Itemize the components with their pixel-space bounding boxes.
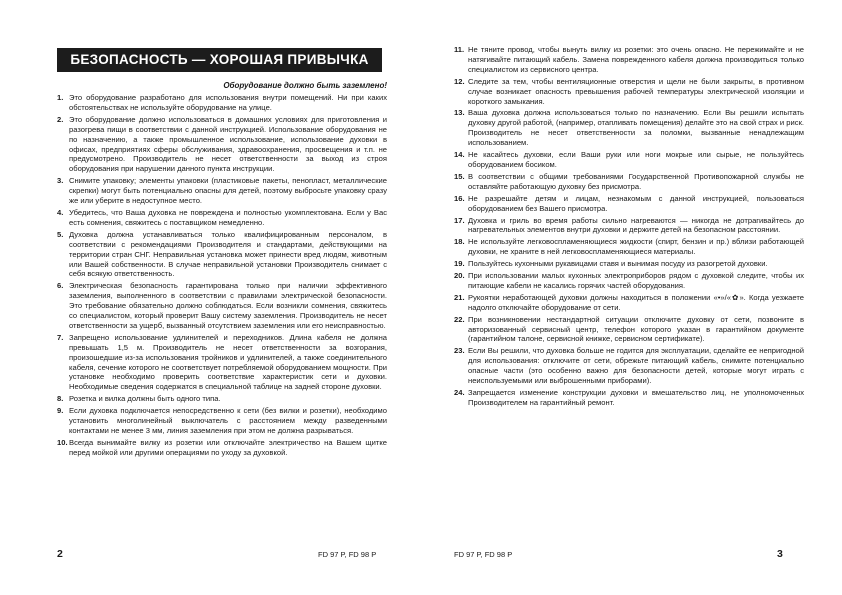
footer-model: FD 97 P, FD 98 P [318, 550, 377, 559]
item-text: Пользуйтесь кухонными рукавицами ставя и вынимая посуду из разогретой духовки. [468, 259, 768, 269]
item-number: 17. [454, 215, 465, 225]
safety-item [454, 216, 804, 236]
safety-item [57, 176, 387, 206]
item-number: 18. [454, 237, 465, 247]
item-text: Духовка должна устанавливаться только квалифицированным персоналом, в соответствии с рекомендациями Производителя и стандартами, действующими на территории стран СНГ. Неправильная установка может принести вред людям, животным или Вашей собственности. В случае неправильной установки Производитель снимает с себя всякую ответственность. [69, 229, 387, 279]
safety-item [454, 150, 804, 170]
safety-item [57, 333, 387, 392]
item-text: При возникновении нестандартной ситуации отключите духовку от сети, позвоните в авторизованный сервисный центр, телефон которого указан в гарантийном документе (гарантийном талоне, сервисной книжке, сервисном сертификате). [468, 314, 804, 344]
safety-item [57, 93, 387, 113]
item-number: 11. [454, 45, 465, 54]
safety-item [57, 438, 387, 458]
item-text: Запрещается изменение конструкции духовки и вмешательство лиц, не уполномоченных Производителем на гарантийный ремонт. [468, 388, 804, 407]
item-number: 22. [454, 314, 465, 324]
item-number: 6. [57, 281, 64, 291]
item-number: 4. [57, 207, 64, 217]
grounding-warning: Оборудование должно быть заземлено! [223, 81, 387, 90]
item-number: 12. [454, 76, 465, 86]
safety-item [57, 230, 387, 280]
safety-item [454, 259, 804, 269]
item-number: 15. [454, 171, 465, 181]
item-text: Духовка и гриль во время работы сильно нагреваются — никогда не дотрагивайтесь до нагревательных элементов внутри духовки и держите детей на безопасном расстоянии. [468, 215, 804, 235]
safety-item [454, 77, 804, 107]
item-number: 1. [57, 93, 64, 102]
safety-item [454, 108, 804, 148]
right-page [421, 0, 842, 595]
item-text: Не разрешайте детям и лицам, незнакомым с данной инструкцией, пользоваться оборудованием без Вашего присмотра. [468, 193, 804, 213]
item-text: В соответствии с общими требованиями Государственной Противопожарной службы не оставляйте работающую духовку без присмотра. [468, 171, 804, 191]
item-text: Это оборудование разработано для использования внутри помещений. Ни при каких обстоятельствах не используйте оборудование на улице. [69, 93, 387, 112]
item-text: Следите за тем, чтобы вентиляционные отверстия и щели не были закрыты, в противном случае возникает опасность превышения рабочей температуры электрической изоляции и короткого замыкания. [468, 76, 804, 106]
safety-item [454, 271, 804, 291]
safety-list-left [57, 93, 387, 460]
safety-item [57, 281, 387, 331]
item-number: 14. [454, 150, 465, 160]
safety-item [57, 394, 387, 404]
safety-item [454, 388, 804, 408]
item-text: Всегда вынимайте вилку из розетки или отключайте электричество на Вашем щитке перед мойкой или другими операциями по уходу за духовкой. [69, 437, 387, 457]
item-text: Это оборудование должно использоваться в домашних условиях для приготовления и разогрева пищи в соответствии с данной инструкцией. Использование оборудования не по назначению, а также промышленное использование, использование духовки в офисах, предприятиях сферы обслуживания, здравоохранения, просвещения и т.п. не предусмотрено. Производитель не несет ответственности за выход из строя оборудования при нарушении данного пункта инструкции. [69, 114, 387, 174]
item-number: 13. [454, 108, 465, 118]
item-number: 16. [454, 193, 465, 203]
section-title: БЕЗОПАСНОСТЬ — ХОРОШАЯ ПРИВЫЧКА [57, 48, 382, 72]
safety-item [57, 115, 387, 174]
item-text: Не тяните провод, чтобы вынуть вилку из розетки: это очень опасно. Не пережимайте и не натягивайте питающий кабель. Замена поврежденного кабеля должна производиться только специалистом из сервисного центра. [468, 45, 804, 74]
safety-item [454, 172, 804, 192]
item-text: Запрещено использование удлинителей и переходников. Длина кабеля не должна превышать 1,5 м. Производитель не несет ответственности за возгорания, произошедшие из-за использования тройников и удлинителей, а также соединительного кабеля, сечение которого не соответствует потребляемой оборудованием мощности. При установке необходимо проверить соответствие характеристик сети и духовки. Необходимые сведения содержатся в специальной таблице на задней стороне духовки. [69, 332, 387, 392]
item-number: 8. [57, 394, 64, 404]
item-text: Розетка и вилка должны быть одного типа. [69, 394, 221, 404]
item-text: При использовании малых кухонных электроприборов рядом с духовкой следите, чтобы их питающие кабели не касались горячих частей оборудования. [468, 271, 804, 290]
item-text: Снимите упаковку; элементы упаковки (пластиковые пакеты, пенопласт, металлические скрепки) могут быть потенциально опасны для детей, поэтому выбросьте упаковку сразу же или уберите в недоступное место. [69, 176, 387, 206]
page-number: 3 [777, 548, 783, 560]
item-number: 24. [454, 388, 465, 397]
item-number: 2. [57, 114, 64, 124]
item-number: 7. [57, 332, 64, 342]
item-number: 19. [454, 259, 465, 269]
item-number: 20. [454, 271, 465, 281]
item-text: Если Вы решили, что духовка больше не годится для эксплуатации, сделайте ее непригодной для использования: отключите от сети, обрежьте питающий кабель, снимите потенциально опасные части (это особенно важно для безопасности детей, которые могут играть с неиспользуемыми или выброшенными приборами). [468, 346, 804, 386]
safety-list-right [454, 45, 804, 410]
safety-item [454, 237, 804, 257]
item-number: 3. [57, 176, 64, 186]
safety-item [454, 346, 804, 386]
safety-item [57, 208, 387, 228]
safety-item [454, 45, 804, 75]
item-text: Рукоятки неработающей духовки должны находиться в положении «•»/«✿». Когда уезжаете надолго отключайте оборудование от сети. [468, 292, 804, 312]
safety-item [57, 406, 387, 436]
item-number: 5. [57, 229, 64, 239]
item-text: Не касайтесь духовки, если Ваши руки или ноги мокрые или сырые, не пользуйтесь оборудованием босиком. [468, 150, 804, 169]
footer-model: FD 97 P, FD 98 P [454, 550, 513, 559]
item-text: Электрическая безопасность гарантирована только при наличии эффективного заземления, выполненного в соответствии с правилами электрической безопасности. Это требование обязательно должно соблюдаться. Если возникли сомнения, свяжитесь со специалистом, который проверит Вашу систему заземления. Производитель не несет ответственности за ущерб, вызванный отсутствием заземления или его неисправностью. [69, 281, 387, 330]
safety-item [454, 315, 804, 345]
item-text: Ваша духовка должна использоваться только по назначению. Если Вы решили испытать духовку другой работой, (например, отапливать помещения) делайте это на свой страх и риск. Производитель не несет ответственности за поломки, вызванные ненадлежащим использованием. [468, 108, 804, 148]
item-text: Не используйте легковоспламеняющиеся жидкости (спирт, бензин и пр.) вблизи работающей духовки, не храните в ней легковоспламеняющиеся материалы. [468, 237, 804, 257]
safety-item [454, 293, 804, 313]
item-number: 21. [454, 292, 465, 302]
safety-item [454, 194, 804, 214]
item-text: Если духовка подключается непосредственно к сети (без вилки и розетки), необходимо установить многолинейный выключатель с расстоянием между разведенными контактами не менее 3 мм, линия заземления при этом не должна разрываться. [69, 406, 387, 435]
item-number: 9. [57, 406, 64, 416]
item-number: 23. [454, 346, 465, 356]
item-number: 10. [57, 437, 68, 447]
item-text: Убедитесь, что Ваша духовка не повреждена и полностью укомплектована. Если у Вас есть сомнения, свяжитесь с поставщиком немедленно. [69, 207, 387, 227]
page-number: 2 [57, 548, 63, 560]
